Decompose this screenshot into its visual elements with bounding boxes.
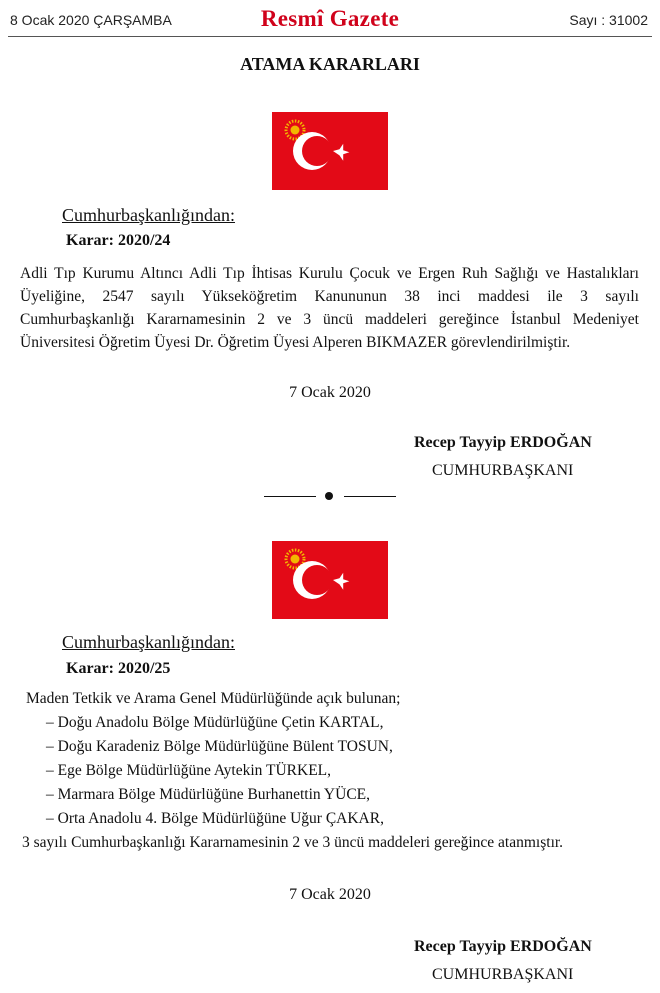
- list-item: – Marmara Bölge Müdürlüğüne Burhanettin YÜCE,: [46, 786, 371, 803]
- list-item: – Orta Anadolu 4. Bölge Müdürlüğüne Uğur ÇAKAR,: [46, 810, 384, 827]
- turkish-flag-icon: [272, 112, 388, 190]
- gazette-title: Resmî Gazete: [260, 6, 400, 31]
- decision-1-date: 7 Ocak 2020: [289, 384, 371, 401]
- turkish-flag-icon: [272, 541, 388, 619]
- list-item: – Ege Bölge Müdürlüğüne Aytekin TÜRKEL,: [46, 762, 332, 779]
- decision-2-date: 7 Ocak 2020: [289, 886, 371, 903]
- section-title: ATAMA KARARLARI: [240, 54, 420, 74]
- decision-1-body: [20, 262, 639, 354]
- decision-2-number: Karar: 2020/25: [66, 660, 171, 677]
- decision-1-line: Cumhurbaşkanlığı Kararnamesinin 2 ve 3 üncü maddeleri gereğince İstanbul Medeniyet: [20, 311, 639, 328]
- decision-2-intro: Maden Tetkik ve Arama Genel Müdürlüğünde açık bulunan;: [26, 690, 401, 707]
- list-item: – Doğu Karadeniz Bölge Müdürlüğüne Bülent TOSUN,: [46, 738, 393, 755]
- decision-1-issuer: Cumhurbaşkanlığından:: [62, 205, 235, 225]
- decision-1-line: Adli Tıp Kurumu Altıncı Adli Tıp İhtisas Kurulu Çocuk ve Ergen Ruh Sağlığı ve Hastalıkları: [20, 265, 639, 282]
- decision-2-issuer: Cumhurbaşkanlığından:: [62, 632, 235, 652]
- decision-separator: [264, 486, 396, 506]
- header-date: 8 Ocak 2020 ÇARŞAMBA: [10, 12, 172, 28]
- decision-1-line: Üyeliğine, 2547 sayılı Yükseköğretim Kanununun 38 inci maddesi ile 3 sayılı: [20, 288, 639, 305]
- decision-2-signer-name: Recep Tayyip ERDOĞAN: [414, 938, 592, 955]
- decision-1-number: Karar: 2020/24: [66, 232, 171, 249]
- decision-2-body: [20, 690, 640, 860]
- list-item: – Doğu Anadolu Bölge Müdürlüğüne Çetin KARTAL,: [46, 714, 384, 731]
- header-divider: [8, 36, 652, 37]
- decision-1-line: Üniversitesi Öğretim Üyesi Dr. Öğretim Üyesi Alperen BIKMAZER görevlendirilmiştir.: [20, 334, 571, 351]
- decision-2-signer-title: CUMHURBAŞKANI: [432, 966, 574, 983]
- issue-number: Sayı : 31002: [569, 12, 648, 28]
- decision-1-signer-title: CUMHURBAŞKANI: [432, 462, 574, 479]
- decision-1-signer-name: Recep Tayyip ERDOĞAN: [414, 434, 592, 451]
- decision-2-closing: 3 sayılı Cumhurbaşkanlığı Kararnamesinin 2 ve 3 üncü maddeleri gereğince atanmıştır.: [22, 834, 564, 851]
